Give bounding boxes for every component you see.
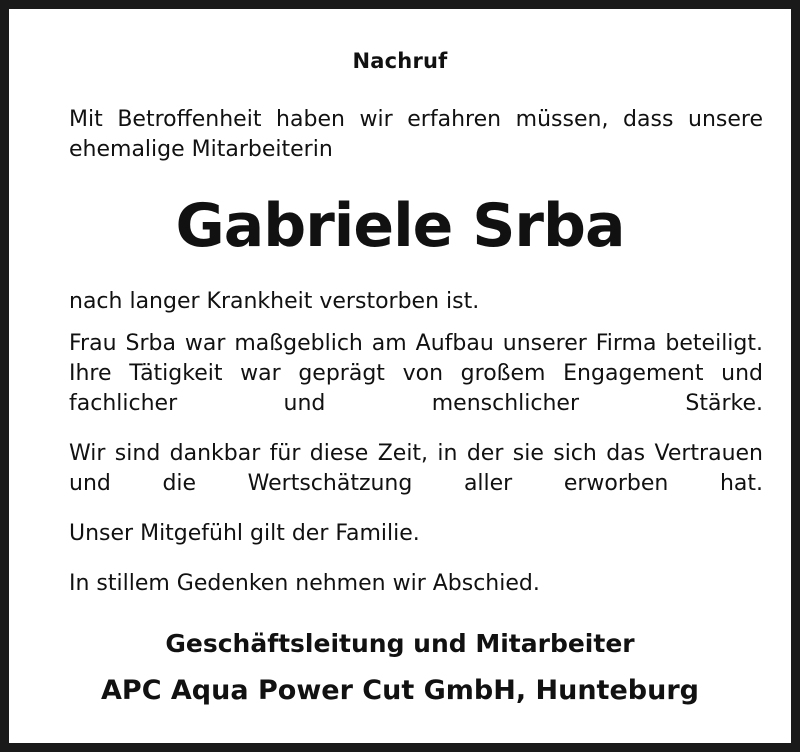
notice-heading: Nachruf (352, 49, 448, 73)
thanks-paragraph: Wir sind dankbar für diese Zeit, in der sie sich das Vertrauen und die Wertschätzung aller erworben hat. (69, 441, 763, 496)
sympathy-paragraph: Unser Mitgefühl gilt der Familie. (69, 521, 420, 546)
signature-line-2: APC Aqua Power Cut GmbH, Hunteburg (101, 675, 699, 706)
deceased-name: Gabriele Srba (175, 191, 625, 261)
signature-line-1: Geschäftsleitung und Mitarbeiter (165, 629, 635, 658)
intro-paragraph: Mit Betroffenheit haben wir erfahren müssen, dass unsere ehemalige Mitarbeiterin (69, 107, 763, 162)
farewell-paragraph: In stillem Gedenken nehmen wir Abschied. (69, 571, 540, 596)
died-paragraph: nach langer Krankheit verstorben ist. (69, 289, 480, 314)
role-paragraph: Frau Srba war maßgeblich am Aufbau unserer Firma beteiligt. Ihre Tätigkeit war geprägt von großem Engagement und fachlicher und menschlicher Stärke. (69, 331, 763, 416)
